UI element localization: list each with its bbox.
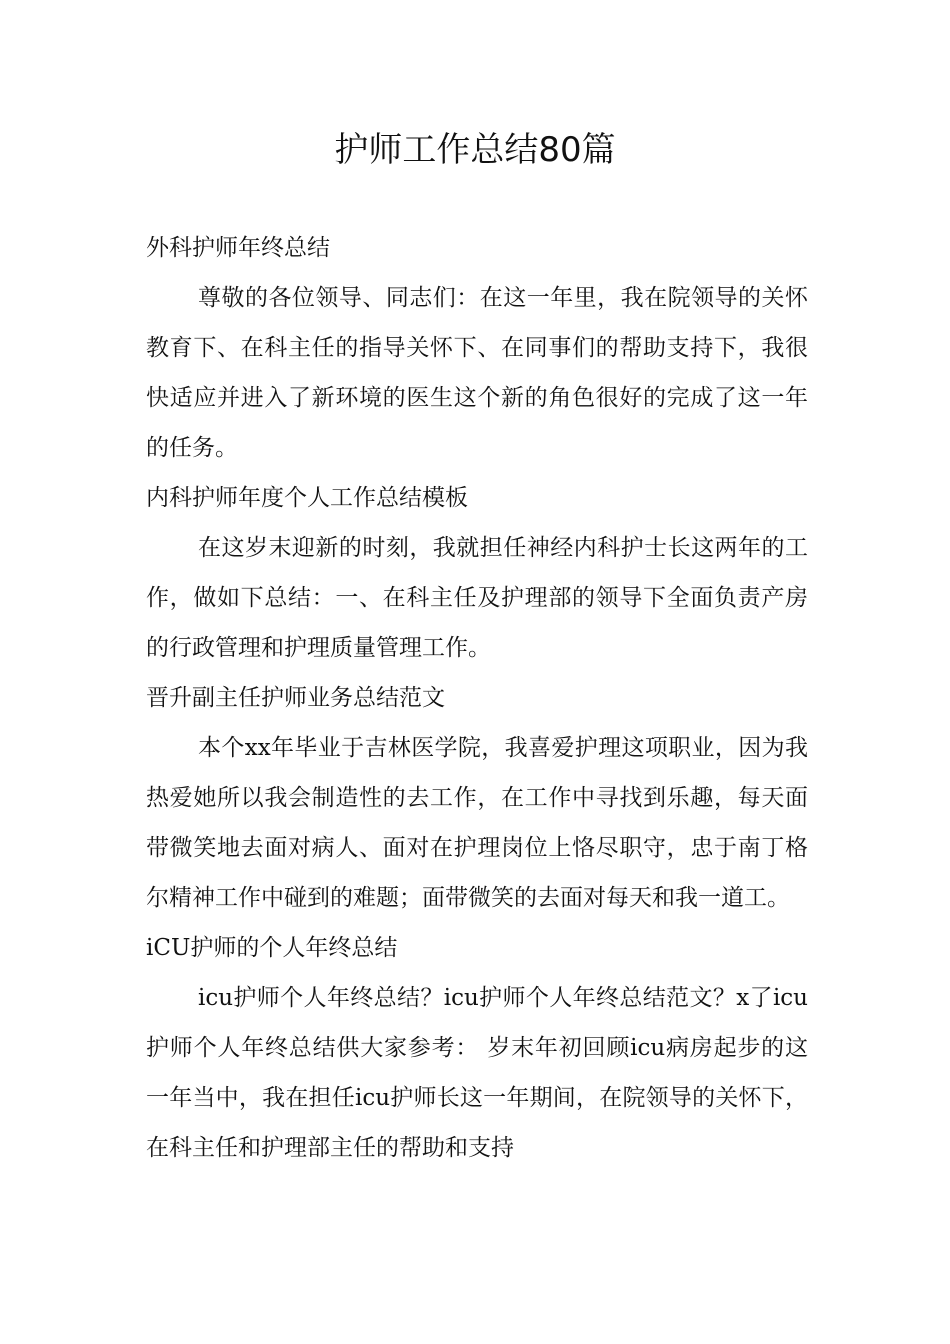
section-paragraph-surgical: 尊敬的各位领导、同志们：在这一年里，我在院领导的关怀教育下、在科主任的指导关怀下、在同事们的帮助支持下，我很快适应并进入了新环境的医生这个新的角色很好的完成了这一年的任务。: [146, 285, 808, 461]
section-paragraph-internal: 在这岁末迎新的时刻，我就担任神经内科护士长这两年的工作，做如下总结：一、在科主任及护理部的领导下全面负责产房的行政管理和护理质量管理工作。: [146, 535, 808, 661]
section-heading-internal: 内科护师年度个人工作总结模板: [146, 485, 468, 511]
document-title: 护师工作总结80篇: [334, 130, 616, 170]
section-heading-promotion: 晋升副主任护师业务总结范文: [146, 685, 445, 711]
section-heading-surgical: 外科护师年终总结: [146, 235, 330, 261]
section-heading-icu: iCU护师的个人年终总结: [146, 935, 398, 961]
document-body: [146, 223, 808, 1173]
section-paragraph-icu: icu护师个人年终总结？icu护师个人年终总结范文？x了icu护师个人年终总结供大家参考： 岁末年初回顾icu病房起步的这一年当中，我在担任icu护师长这一年期间，在院领导的关怀下，在科主任和护理部主任的帮助和支持: [146, 985, 808, 1161]
section-paragraph-promotion: 本个xx年毕业于吉林医学院，我喜爱护理这项职业，因为我热爱她所以我会制造性的去工作，在工作中寻找到乐趣，每天面带微笑地去面对病人、面对在护理岗位上恪尽职守，忠于南丁格尔精神工作中碰到的难题；面带微笑的去面对每天和我一道工。: [146, 735, 808, 911]
